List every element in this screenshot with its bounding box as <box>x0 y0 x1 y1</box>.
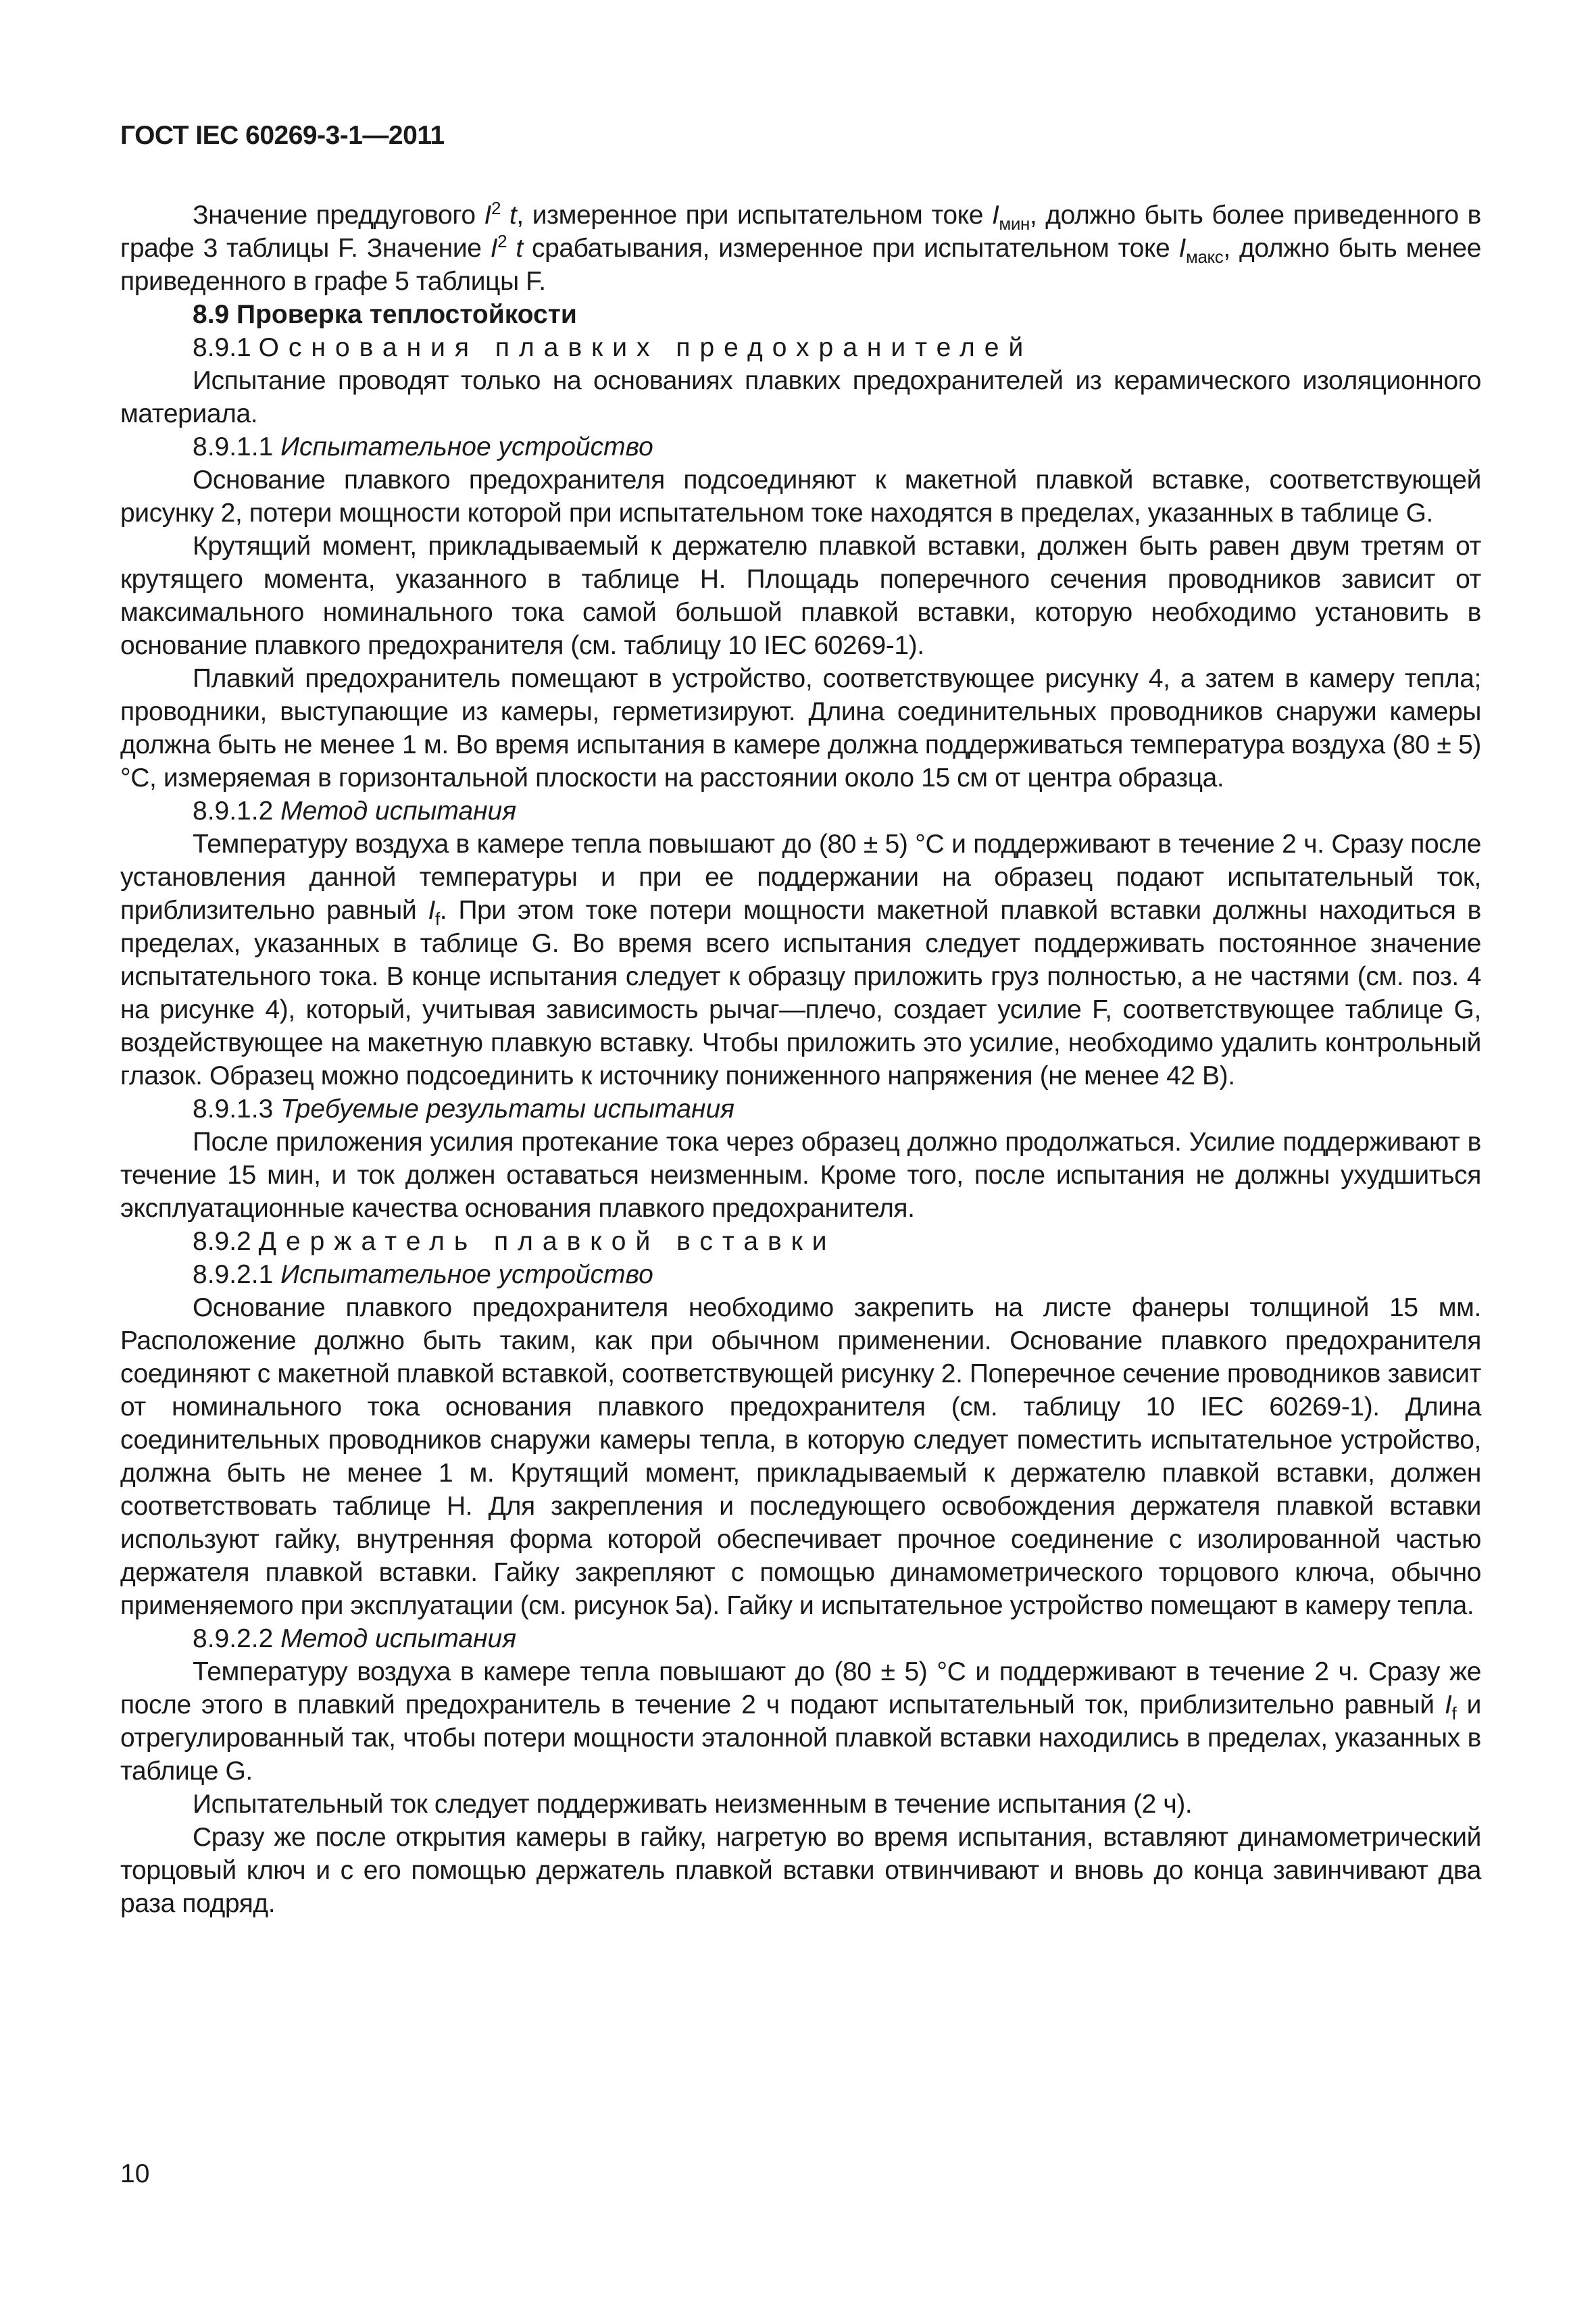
paragraph-8-9-2-1: Основание плавкого предохранителя необходимо закрепить на листе фанеры толщиной 15 мм. Расположение должно быть таким, как при обычном применении. Основание плавкого предохранителя соединяют с макетной плавкой вставкой, соответствующей рисунку 2. Поперечное сечение проводников зависит от номинального тока основания плавкого предохранителя (см. таблицу 10 IEC 60269-1). Длина соединительных проводников снаружи камеры тепла, в которую следует поместить испытательное устройство, должна быть не менее 1 м. Крутящий момент, прикладываемый к держателю плавкой вставки, должен соответствовать таблице H. Для закрепления и последующего освобождения держателя плавкой вставки используют гайку, внутренняя форма которой обеспечивает прочное соединение с изолированной частью держателя плавкой вставки. Гайку закрепляют с помощью динамометрического торцового ключа, обычно применяемого при эксплуатации (см. рисунок 5а). Гайку и испытательное устройство помещают в камеру тепла. <box>120 1293 1481 1620</box>
section-heading-8-9-2-2: 8.9.2.2 Метод испытания <box>193 1624 517 1653</box>
section-heading-8-9: 8.9 Проверка теплостойкости <box>193 300 577 329</box>
paragraph-8-9-1-3: После приложения усилия протекание тока через образец должно продолжаться. Усилие поддерживают в течение 15 мин, и ток должен оставаться неизменным. Кроме того, после испытания не должны ухудшиться эксплуатационные качества основания плавкого предохранителя. <box>120 1128 1481 1223</box>
paragraph-intro: Значение преддугового $I^2$ t, измеренное при испытательном токе $I_{мин}$, должно быть более приведенного в графе 3 таблицы F. Значение $I^2$ t срабатывания, измеренное при испытательном токе $I_{макс}$, должно быть менее приведенного в графе 5 таблицы F. <box>120 198 1482 296</box>
section-heading-8-9-1-2: 8.9.1.2 Метод испытания <box>193 797 517 826</box>
section-heading-8-9-2: 8.9.2 Держатель плавкой вставки <box>193 1227 837 1256</box>
section-heading-8-9-2-1: 8.9.2.1 Испытательное устройство <box>193 1260 653 1289</box>
paragraph-8-9-1: Испытание проводят только на основаниях плавких предохранителей из керамического изоляционного материала. <box>120 366 1481 428</box>
paragraph-8-9-1-1-a: Основание плавкого предохранителя подсоединяют к макетной плавкой вставке, соответствующей рисунку 2, потери мощности которой при испытательном токе находятся в пределах, указанных в таблице G. <box>120 466 1481 528</box>
document-header: ГОСТ IEC 60269-3-1—2011 <box>120 121 445 150</box>
section-heading-8-9-1: 8.9.1 Основания плавких предохранителей <box>193 333 1033 362</box>
page-number: 10 <box>120 2159 150 2188</box>
section-heading-8-9-1-3: 8.9.1.3 Требуемые результаты испытания <box>193 1095 734 1124</box>
paragraph-8-9-1-1-c: Плавкий предохранитель помещают в устройство, соответствующее рисунку 4, а затем в камеру тепла; проводники, выступающие из камеры, герметизируют. Длина соединительных проводников снаружи камеры должна быть не менее 1 м. Во время испытания в камере должна поддерживаться температура воздуха (80 ± 5) °С, измеряемая в горизонтальной плоскости на расстоянии около 15 см от центра образца. <box>120 664 1481 793</box>
document-page <box>120 118 1481 1920</box>
paragraph-8-9-1-2: Температуру воздуха в камере тепла повышают до (80 ± 5) °С и поддерживают в течение 2 ч. Сразу после установления данной температуры и при ее поддержании на образец подают испытательный ток, приблизительно равный $I_f$. При этом токе потери мощности макетной плавкой вставки должны находиться в пределах, указанных в таблице G. Во время всего испытания следует поддерживать постоянное значение испытательного тока. В конце испытания следует к образцу приложить груз полностью, а не частями (см. поз. 4 на рисунке 4), который, учитывая зависимость рычаг—плечо, создает усилие F, соответствующее таблице G, воздействующее на макетную плавкую вставку. Чтобы приложить это усилие, необходимо удалить контрольный глазок. Образец можно подсоединить к источнику пониженного напряжения (не менее 42 В). <box>120 830 1481 1090</box>
paragraph-8-9-2-2-b: Испытательный ток следует поддерживать неизменным в течение испытания (2 ч). <box>193 1790 1193 1819</box>
paragraph-8-9-2-2-a: Температуру воздуха в камере тепла повышают до (80 ± 5) °С и поддерживают в течение 2 ч. Сразу же после этого в плавкий предохранитель в течение 2 ч подают испытательный ток, приблизительно равный $I_f$ и отрегулированный так, чтобы потери мощности эталонной плавкой вставки находились в пределах, указанных в таблице G. <box>120 1657 1481 1786</box>
paragraph-8-9-2-2-c: Сразу же после открытия камеры в гайку, нагретую во время испытания, вставляют динамометрический торцовый ключ и с его помощью держатель плавкой вставки отвинчивают и вновь до конца завинчивают два раза подряд. <box>120 1823 1481 1918</box>
paragraph-8-9-1-1-b: Крутящий момент, прикладываемый к держателю плавкой вставки, должен быть равен двум третям от крутящего момента, указанного в таблице H. Площадь поперечного сечения проводников зависит от максимального номинального тока самой большой плавкой вставки, которую необходимо установить в основание плавкого предохранителя (см. таблицу 10 IEC 60269-1). <box>120 532 1481 660</box>
section-heading-8-9-1-1: 8.9.1.1 Испытательное устройство <box>193 432 653 461</box>
